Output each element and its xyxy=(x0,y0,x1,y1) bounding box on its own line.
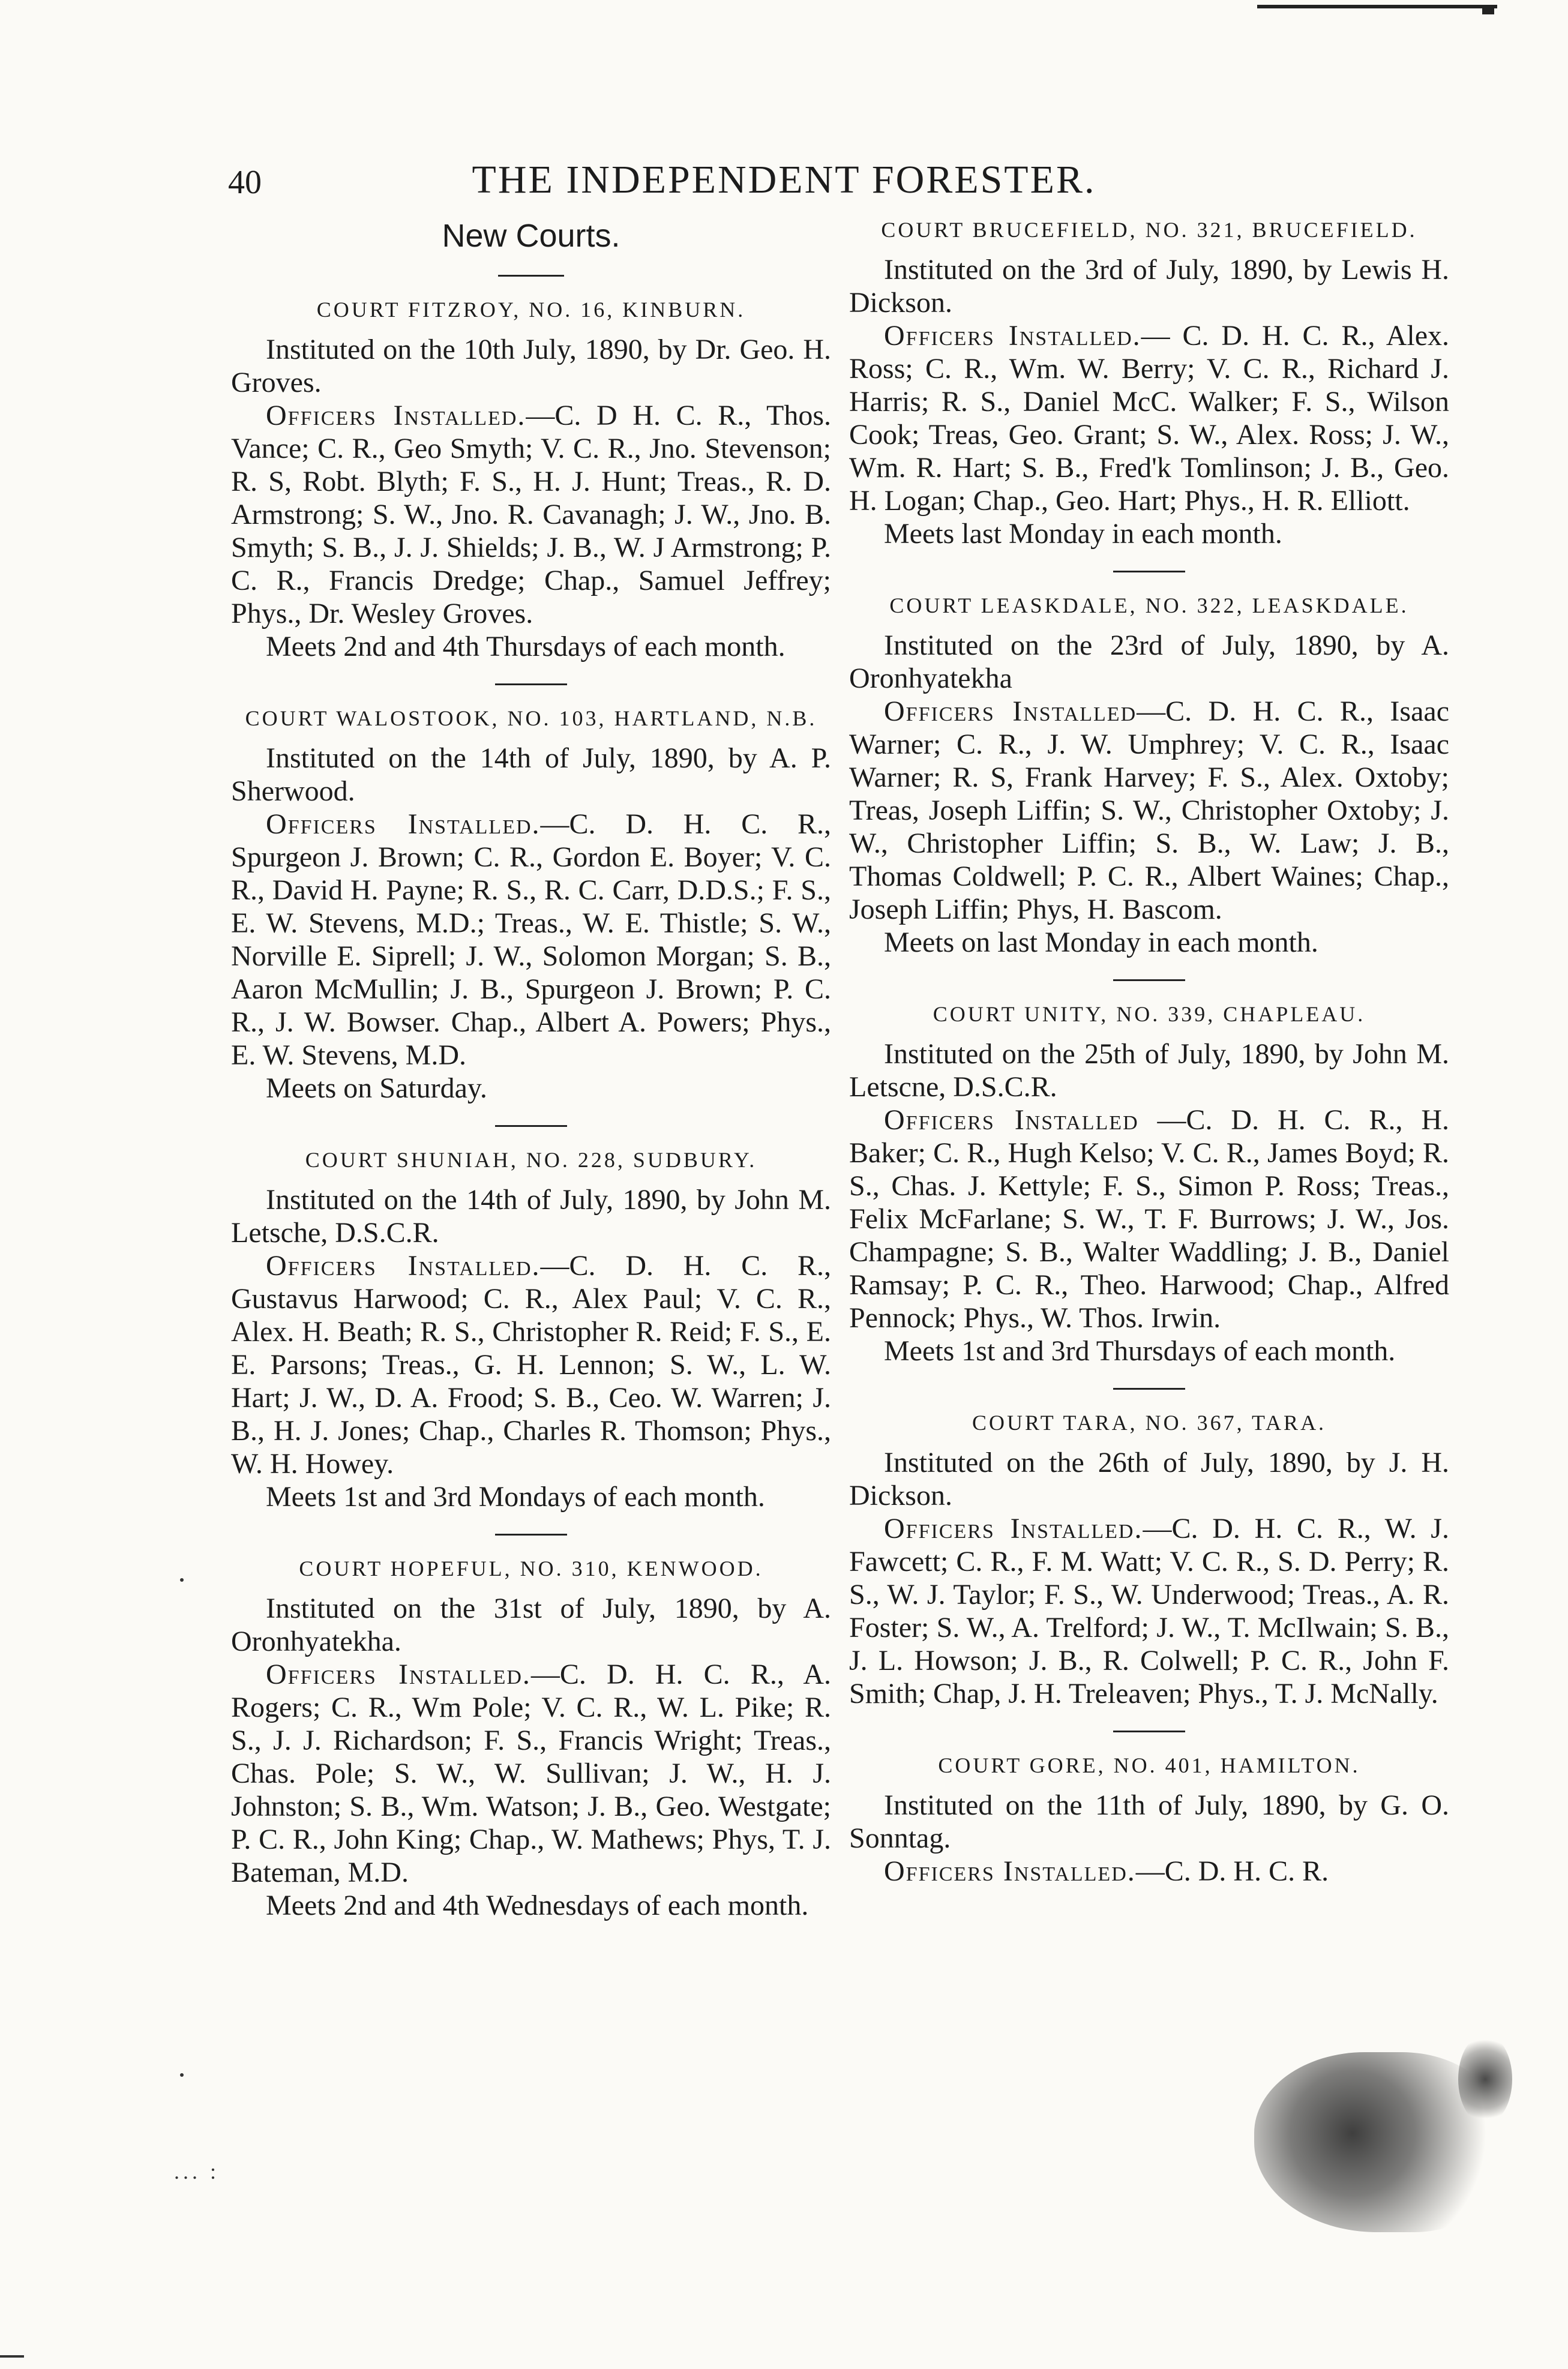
right-column xyxy=(849,217,1449,1906)
margin-dot xyxy=(180,1578,184,1582)
court-instituted: Instituted on the 14th of July, 1890, by A. P. Sherwood. xyxy=(231,742,831,807)
officers-label: Officers Installed. xyxy=(884,320,1141,352)
court-entry xyxy=(231,1556,831,1922)
officers-text: —C. D. H. C. R., A. Rogers; C. R., Wm Pole; V. C. R., W. L. Pike; R. S., J. J. Richardson; F. S., Francis Wright; Treas., Chas. Pole; S. W., W. Sullivan; J. W., H. J. Johnston; S. B., Wm. Watson; J. B., Geo. Westgate; P. C. R., John King; Chap., W. Mathews; Phys, T. J. Bateman, M.D. xyxy=(231,1659,831,1888)
officers-label: Officers Installed. xyxy=(266,1659,531,1690)
running-head-title: THE INDEPENDENT FORESTER. xyxy=(472,158,1096,202)
court-heading: COURT UNITY, NO. 339, CHAPLEAU. xyxy=(933,1002,1366,1026)
ink-smudge xyxy=(1458,2034,1512,2124)
court-instituted: Instituted on the 26th of July, 1890, by J. H. Dickson. xyxy=(849,1447,1449,1512)
court-instituted: Instituted on the 25th of July, 1890, by John M. Letscne, D.S.C.R. xyxy=(849,1038,1449,1103)
officers-text: —C. D. H. C. R., Isaac Warner; C. R., J. W. Umphrey; V. C. R., Isaac Warner; R. S, Frank Harvey; F. S., Alex. Oxtoby; Treas, Joseph Liffin; S. W., Christopher Oxtoby; J. W., Christopher Liffin; S. B., W. Law; J. B., Thomas Coldwell; P. C. R., Albert Waines; Chap., Joseph Liffin; Phys, H. Bascom. xyxy=(849,695,1450,925)
court-rule xyxy=(495,1534,567,1536)
court-officers xyxy=(231,399,831,630)
court-meets: Meets 1st and 3rd Mondays of each month. xyxy=(266,1481,765,1513)
top-edge-rule xyxy=(1257,5,1497,8)
court-meets: Meets on Saturday. xyxy=(266,1072,487,1104)
court-entry xyxy=(231,706,831,1105)
officers-label: Officers Installed. xyxy=(266,808,541,840)
court-entry xyxy=(849,1410,1449,1710)
court-instituted: Instituted on the 3rd of July, 1890, by Lewis H. Dickson. xyxy=(849,254,1449,319)
court-instituted: Instituted on the 23rd of July, 1890, by A. Oronhyatekha xyxy=(849,629,1449,694)
court-officers xyxy=(849,319,1449,517)
section-rule xyxy=(498,275,564,277)
court-instituted: Instituted on the 31st of July, 1890, by A. Oronhyatekha. xyxy=(231,1593,831,1657)
officers-text: —C. D. H. C. R., H. Baker; C. R., Hugh Kelso; V. C. R., James Boyd; R. S., Chas. J. Kettyle; F. S., Simon P. Ross; Treas., Felix McFarlane; S. W., T. F. Burrows; J. W., Jos. Champagne; S. B., Walter Waddling; J. B., Daniel Ramsay; P. C. R., Theo. Harwood; Chap., Alfred Pennock; Phys., W. Thos. Irwin. xyxy=(849,1104,1449,1334)
court-meets: Meets 1st and 3rd Thursdays of each month. xyxy=(884,1335,1396,1367)
officers-text: — C. D. H. C. R., Alex. Ross; C. R., Wm. W. Berry; V. C. R., Richard J. Harris; R. S., Daniel McC. Walker; F. S., Wilson Cook; Treas, Geo. Grant; S. W., Alex. Ross; J. W., Wm. R. Hart; S. B., Fred'k Tomlinson; J. B., Geo. H. Logan; Chap., Geo. Hart; Phys., H. R. Elliott. xyxy=(849,320,1450,517)
court-officers xyxy=(231,1658,831,1889)
court-meets: Meets on last Monday in each month. xyxy=(884,926,1318,958)
court-heading: COURT FITZROY, NO. 16, KINBURN. xyxy=(316,298,746,322)
court-heading: COURT TARA, NO. 367, TARA. xyxy=(972,1411,1327,1435)
court-meets: Meets 2nd and 4th Wednesdays of each month. xyxy=(266,1890,809,1921)
court-rule xyxy=(495,1125,567,1127)
left-column xyxy=(231,217,831,1940)
officers-label: Officers Installed xyxy=(884,695,1137,727)
officers-label: Officers Installed. xyxy=(884,1513,1143,1545)
court-heading: COURT HOPEFUL, NO. 310, KENWOOD. xyxy=(299,1557,763,1581)
court-rule xyxy=(1113,571,1185,572)
court-rule xyxy=(495,683,567,685)
court-entry xyxy=(849,1753,1449,1888)
court-rule xyxy=(1113,1731,1185,1732)
court-officers xyxy=(231,808,831,1072)
court-entry xyxy=(231,1147,831,1513)
officers-label: Officers Installed xyxy=(884,1104,1139,1136)
court-rule xyxy=(1113,979,1185,981)
bottom-edge-mark xyxy=(0,2355,24,2358)
court-officers xyxy=(849,1103,1449,1335)
court-rule xyxy=(1113,1388,1185,1390)
court-officers xyxy=(849,1855,1449,1888)
court-instituted: Instituted on the 11th of July, 1890, by G. O. Sonntag. xyxy=(849,1789,1449,1854)
court-instituted: Instituted on the 10th July, 1890, by Dr. Geo. H. Groves. xyxy=(231,334,831,398)
court-meets: Meets 2nd and 4th Thursdays of each month. xyxy=(266,631,786,662)
margin-dot xyxy=(180,2073,184,2077)
court-heading: COURT WALOSTOOK, NO. 103, HARTLAND, N.B. xyxy=(245,706,817,730)
court-heading: COURT LEASKDALE, NO. 322, LEASKDALE. xyxy=(889,593,1409,617)
officers-label: Officers Installed. xyxy=(266,1250,541,1282)
officers-text: —C. D H. C. R., Thos. Vance; C. R., Geo Smyth; V. C. R., Jno. Stevenson; R. S, Robt. Blyth; F. S., H. J. Hunt; Treas., R. D. Armstrong; S. W., Jno. R. Cavanagh; J. W., Jno. B. Smyth; S. B., J. J. Shields; J. B., W. J Armstrong; P. C. R., Francis Dredge; Chap., Samuel Jeffrey; Phys., Dr. Wesley Groves. xyxy=(231,400,831,629)
court-entry xyxy=(849,593,1449,959)
officers-text: —C. D. H. C. R. xyxy=(1135,1855,1329,1887)
court-entry xyxy=(849,217,1449,550)
court-heading: COURT SHUNIAH, NO. 228, SUDBURY. xyxy=(305,1148,757,1172)
top-edge-rule-tip xyxy=(1482,8,1494,14)
court-officers xyxy=(849,695,1449,926)
court-instituted: Instituted on the 14th of July, 1890, by John M. Letsche, D.S.C.R. xyxy=(231,1184,831,1249)
officers-label: Officers Installed. xyxy=(884,1855,1136,1887)
court-heading: COURT GORE, NO. 401, HAMILTON. xyxy=(938,1753,1360,1777)
court-entry xyxy=(231,297,831,663)
stray-dots: ... : xyxy=(174,2160,220,2184)
officers-text: —C. D. H. C. R., Spurgeon J. Brown; C. R., Gordon E. Boyer; V. C. R., David H. Payne; R. S., R. C. Carr, D.D.S.; F. S., E. W. Stevens, M.D.; Treas., W. E. Thistle; S. W., Norville E. Siprell; J. W., Solomon Morgan; S. B., Aaron McMullin; J. B., Spurgeon J. Brown; P. C. R., J. W. Bowser. Chap., Albert A. Powers; Phys., E. W. Stevens, M.D. xyxy=(231,808,832,1071)
officers-label: Officers Installed. xyxy=(266,400,526,431)
court-officers xyxy=(849,1512,1449,1710)
court-meets: Meets last Monday in each month. xyxy=(884,518,1282,550)
section-title: New Courts. xyxy=(442,218,620,254)
court-entry xyxy=(849,1001,1449,1368)
page-number: 40 xyxy=(228,164,262,201)
officers-text: —C. D. H. C. R., Gustavus Harwood; C. R., Alex Paul; V. C. R., Alex. H. Beath; R. S., Christopher R. Reid; F. S., E. E. Parsons; Treas., G. H. Lennon; S. W., L. W. Hart; J. W., D. A. Frood; S. B., Ceo. W. Warren; J. B., H. J. Jones; Chap., Charles R. Thomson; Phys., W. H. Howey. xyxy=(231,1250,832,1480)
officers-text: —C. D. H. C. R., W. J. Fawcett; C. R., F. M. Watt; V. C. R., S. D. Perry; R. S., W. J. Taylor; F. S., W. Underwood; Treas., A. R. Foster; S. W., A. Trelford; J. W., T. McIlwain; S. B., J. L. Howson; J. B., R. Colwell; P. C. R., John F. Smith; Chap, J. H. Treleaven; Phys., T. J. McNally. xyxy=(849,1513,1449,1710)
court-heading: COURT BRUCEFIELD, NO. 321, BRUCEFIELD. xyxy=(881,218,1417,242)
court-officers xyxy=(231,1249,831,1480)
